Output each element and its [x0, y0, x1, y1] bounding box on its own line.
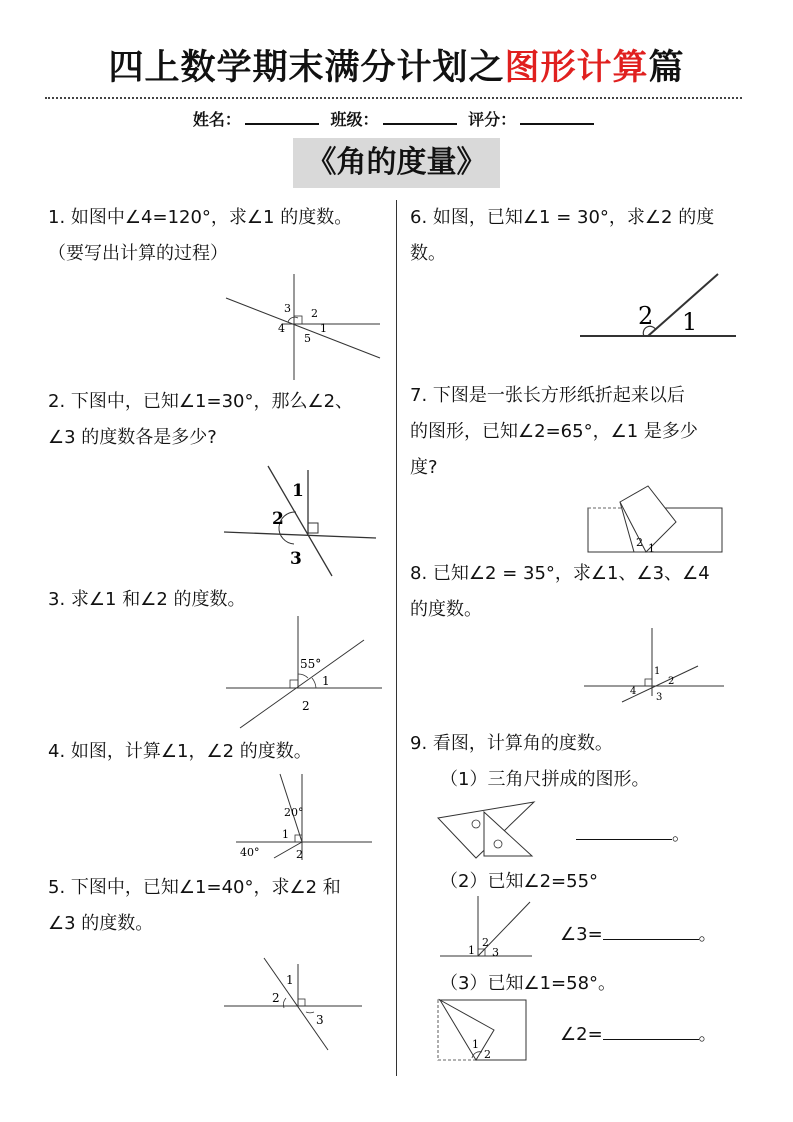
f1-label-3: 3: [284, 302, 291, 315]
f4-label-40: 40°: [240, 846, 260, 859]
f9c-label-2: 2: [484, 1048, 491, 1061]
figure-2: [220, 460, 380, 580]
f6-label-2: 2: [638, 302, 654, 330]
question-5: 5. 下图中，已知∠1=40°，求∠2 和 ∠3 的度数。: [48, 877, 341, 934]
question-8: 8. 已知∠2 = 35°，求∠1、∠3、∠4 的度数。: [410, 563, 710, 620]
f7-label-2: 2: [636, 536, 643, 549]
question-7: 7. 下图是一张长方形纸折起来以后 的图形，已知∠2=65°，∠1 是多少 度?: [410, 385, 698, 478]
section-banner: 《角的度量》: [293, 138, 500, 188]
score-blank[interactable]: [520, 109, 594, 125]
answer-9-3[interactable]: ∠2= 。: [560, 1024, 717, 1045]
figure-9-2: [436, 892, 536, 962]
question-9-part-1: （1）三角尺拼成的图形。: [440, 769, 650, 790]
student-info: [0, 107, 793, 130]
f2-label-1: 1: [292, 481, 304, 501]
f4-label-20: 20°: [284, 806, 304, 819]
question-1: 1. 如图中∠4=120°，求∠1 的度数。 （要写出计算的过程）: [48, 207, 353, 264]
score-label: 评分：: [468, 110, 517, 129]
f8-label-2: 2: [668, 676, 675, 687]
f8-label-1: 1: [654, 666, 661, 677]
page-title: 四上数学期末满分计划之图形计算篇: [108, 48, 685, 88]
figure-9-1: [436, 800, 536, 862]
f4-label-2: 2: [296, 848, 303, 861]
figure-4: [234, 770, 374, 862]
f8-label-3: 3: [656, 692, 663, 703]
question-9-part-3: （3）已知∠1=58°。: [440, 973, 617, 994]
column-divider: [396, 200, 397, 1076]
f1-label-4: 4: [278, 322, 285, 335]
f9b-label-1: 1: [468, 944, 475, 957]
f1-label-5: 5: [304, 332, 311, 345]
figure-5: [222, 956, 364, 1052]
f5-label-3: 3: [316, 1013, 324, 1027]
f1-label-2: 2: [311, 307, 318, 320]
question-9-part-2: （2）已知∠2=55°: [440, 871, 599, 892]
figure-8: [582, 626, 726, 706]
question-9: 9. 看图，计算角的度数。: [410, 733, 613, 754]
question-4: 4. 如图，计算∠1，∠2 的度数。: [48, 741, 312, 762]
question-2: 2. 下图中，已知∠1=30°，那么∠2、 ∠3 的度数各是多少?: [48, 391, 354, 448]
dotted-divider: [45, 97, 742, 99]
answer-9-2[interactable]: ∠3= 。: [560, 924, 717, 945]
f3-label-2: 2: [302, 699, 310, 713]
f5-label-2: 2: [272, 991, 280, 1005]
name-label: 姓名：: [192, 110, 241, 129]
figure-3: [224, 614, 384, 734]
f2-label-3: 3: [290, 549, 302, 569]
f5-label-1: 1: [286, 973, 294, 987]
figure-1: [222, 270, 384, 382]
class-blank[interactable]: [383, 109, 457, 125]
question-3: 3. 求∠1 和∠2 的度数。: [48, 589, 246, 610]
f1-label-1: 1: [320, 322, 327, 335]
class-label: 班级：: [330, 110, 379, 129]
answer-9-1[interactable]: 。: [576, 820, 690, 846]
f2-label-2: 2: [272, 509, 284, 529]
f7-label-1: 1: [648, 542, 655, 555]
f3-label-1: 1: [322, 674, 330, 688]
name-blank[interactable]: [245, 109, 319, 125]
f8-label-4: 4: [630, 686, 637, 697]
figure-6: [578, 268, 738, 340]
figure-7: [584, 484, 724, 556]
question-6: 6. 如图，已知∠1 = 30°，求∠2 的度 数。: [410, 207, 715, 264]
f4-label-1: 1: [282, 828, 289, 841]
f6-label-1: 1: [682, 308, 698, 336]
f3-label-55: 55°: [300, 657, 322, 671]
f9c-label-1: 1: [472, 1038, 479, 1051]
f9b-label-3: 3: [492, 946, 499, 959]
figure-9-3: [436, 996, 528, 1064]
f9b-label-2: 2: [482, 936, 489, 949]
